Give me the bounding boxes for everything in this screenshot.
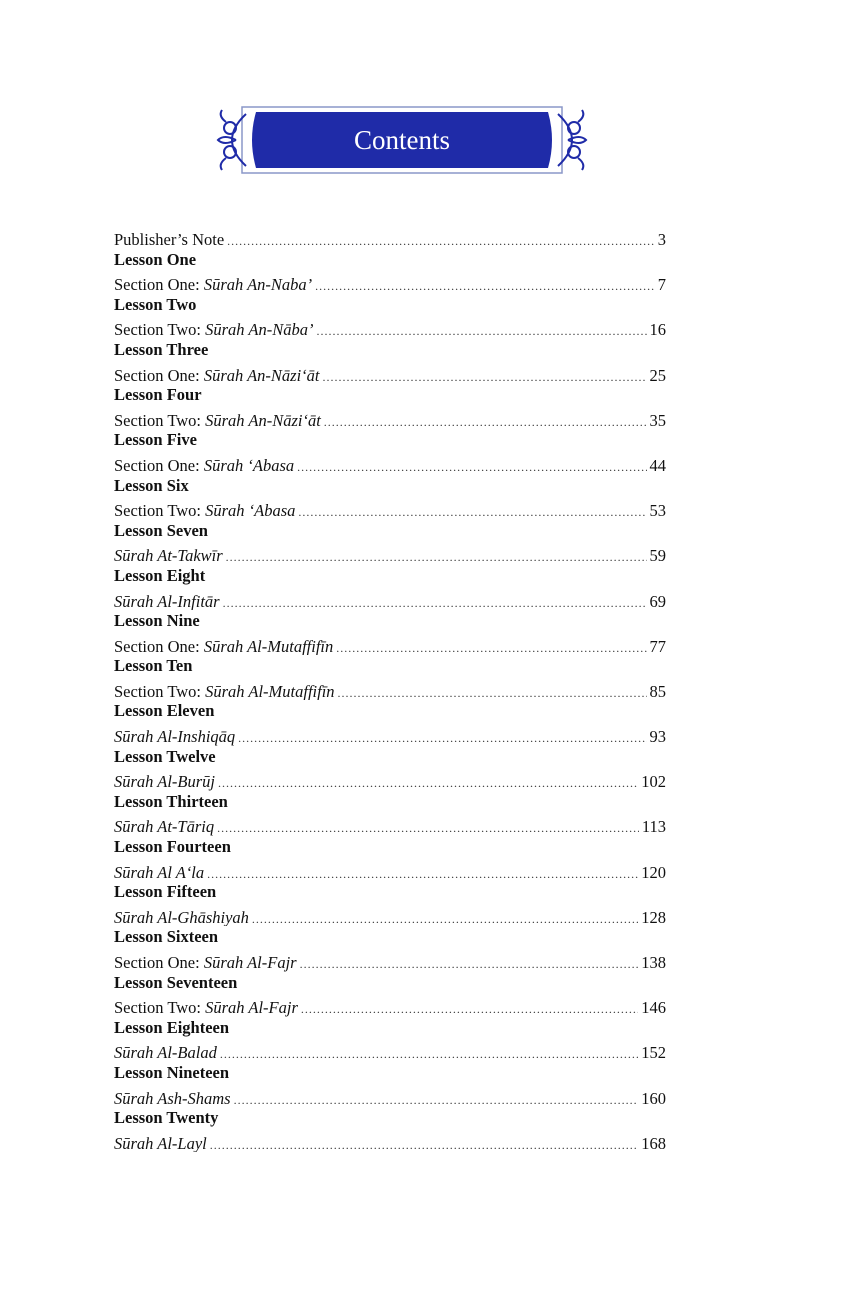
toc-entry (114, 1039, 666, 1062)
toc-entry-line (114, 726, 666, 746)
toc-entry-label (114, 500, 295, 520)
dot-leader (315, 275, 655, 294)
toc-entry-prefix: Section One: (114, 953, 204, 972)
toc-entry-title: Sūrah Al-Inshiqāq (114, 727, 236, 746)
toc-entry (114, 859, 666, 882)
toc-entry-line (114, 274, 666, 294)
page-number: 69 (649, 591, 666, 611)
toc-entry-label (114, 681, 335, 701)
toc-entry-line (114, 591, 666, 611)
toc-entry-label (114, 1042, 217, 1062)
lesson-heading: Lesson Twenty (114, 1108, 219, 1128)
toc-entry-title: Sūrah Al-Fajr (205, 998, 298, 1017)
toc-entry (114, 497, 666, 520)
toc-entry-label (114, 816, 214, 836)
dot-leader (298, 501, 646, 520)
page-number: 85 (649, 681, 666, 701)
table-of-contents (114, 226, 666, 1152)
dot-leader (324, 411, 647, 430)
toc-entry (114, 588, 666, 611)
lesson-heading: Lesson Nineteen (114, 1062, 230, 1082)
toc-entry-title: Sūrah Al A‘la (114, 862, 205, 882)
dot-leader (234, 1089, 639, 1108)
lesson-heading: Lesson Eight (114, 565, 206, 585)
toc-entry (114, 768, 666, 791)
toc-entry-line (114, 636, 666, 656)
page-number: 44 (649, 455, 666, 475)
toc-entry-line (114, 862, 666, 882)
lesson-heading: Lesson Eleven (114, 701, 215, 721)
toc-entry (114, 316, 666, 339)
toc-entry-line (114, 410, 666, 430)
dot-leader (220, 1043, 638, 1062)
page-title: Contents (353, 125, 450, 155)
dot-leader (227, 230, 655, 249)
toc-entry-label (114, 455, 294, 475)
dot-leader (316, 320, 646, 339)
contents-banner (212, 104, 592, 176)
lesson-heading: Lesson Four (114, 385, 202, 405)
toc-entry-prefix: Section One: (114, 455, 204, 475)
toc-entry (114, 452, 666, 475)
toc-entry-label (114, 1088, 231, 1108)
toc-entry (114, 271, 666, 294)
toc-entry-label (114, 997, 298, 1017)
lesson-heading: Lesson Seven (114, 520, 208, 540)
toc-entry-label (114, 229, 224, 249)
page-number: 53 (649, 501, 666, 520)
toc-entry-prefix: Section Two: (114, 501, 206, 520)
toc-entry (114, 542, 666, 565)
toc-entry-title: Sūrah At-Tāriq (114, 817, 215, 837)
toc-entry-label (114, 726, 235, 746)
toc-entry-label (114, 771, 215, 791)
toc-entry (114, 362, 666, 385)
toc-entry-line (114, 319, 666, 339)
page-number: 138 (641, 953, 666, 972)
dot-leader (217, 817, 639, 836)
toc-entry-line (114, 952, 666, 972)
toc-entry-line (114, 500, 666, 520)
page-number: 59 (649, 546, 666, 565)
dot-leader (336, 637, 646, 656)
toc-entry-label (114, 862, 204, 882)
dot-leader (297, 456, 646, 475)
toc-entry-title: Sūrah Al-Ghāshiyah (114, 907, 249, 927)
toc-entry-line (114, 1088, 666, 1108)
lesson-heading: Lesson Six (114, 475, 189, 495)
toc-entry-line (114, 907, 666, 927)
toc-entry-label (114, 952, 297, 972)
dot-leader (218, 772, 638, 791)
page-number: 3 (657, 230, 666, 249)
dot-leader (226, 546, 647, 565)
toc-entry-title: Sūrah At-Takwīr (114, 546, 223, 565)
dot-leader (300, 953, 639, 972)
toc-entry-title: Sūrah Al-Mutaffifīn (205, 681, 335, 701)
toc-entry (114, 678, 666, 701)
toc-entry-title: Sūrah Al-Fajr (203, 953, 297, 972)
page-number: 120 (641, 862, 666, 882)
toc-entry-title: Sūrah ‘Abasa (205, 501, 296, 520)
dot-leader (223, 592, 647, 611)
page-number: 128 (641, 907, 666, 927)
toc-entry (114, 1130, 666, 1153)
toc-entry (114, 813, 666, 836)
page-number: 35 (649, 410, 666, 430)
page-number: 152 (641, 1043, 666, 1062)
toc-entry-label (114, 636, 333, 656)
toc-entry-label (114, 274, 312, 294)
toc-entry-prefix: Section Two: (114, 410, 206, 430)
page-number: 168 (641, 1133, 666, 1153)
toc-entry-line (114, 997, 666, 1017)
toc-entry (114, 633, 666, 656)
toc-entry-title: Sūrah An-Nāba’ (205, 320, 314, 339)
page-number: 102 (641, 772, 666, 791)
toc-entry-line (114, 771, 666, 791)
toc-entry-line (114, 455, 666, 475)
toc-entry-prefix: Section Two: (114, 320, 206, 339)
dot-leader (207, 863, 638, 882)
toc-entry-title: Sūrah Al-Infitār (114, 591, 220, 611)
lesson-heading: Lesson Three (114, 339, 209, 359)
page-number: 25 (649, 365, 666, 385)
toc-entry (114, 949, 666, 972)
page-number: 160 (641, 1088, 666, 1108)
dot-leader (238, 727, 646, 746)
lesson-heading: Lesson Five (114, 430, 197, 450)
lesson-heading: Lesson Nine (114, 611, 200, 631)
toc-entry-label (114, 545, 223, 565)
lesson-heading: Lesson Sixteen (114, 927, 219, 947)
toc-entry-label (114, 365, 320, 385)
toc-entry-title: Sūrah An-Nāzi‘āt (205, 410, 321, 430)
lesson-heading: Lesson Thirteen (114, 791, 228, 811)
dot-leader (252, 908, 638, 927)
toc-entry-prefix: Section One: (114, 636, 204, 656)
toc-entry (114, 226, 666, 249)
toc-entry-prefix: Publisher’s Note (114, 230, 225, 249)
page-number: 16 (649, 320, 666, 339)
toc-entry-title: Sūrah Al-Mutaffifīn (203, 636, 334, 656)
toc-entry (114, 994, 666, 1017)
lesson-heading: Lesson Fourteen (114, 837, 231, 857)
lesson-heading: Lesson Twelve (114, 746, 216, 766)
lesson-heading: Lesson One (114, 249, 197, 269)
toc-entry-line (114, 1133, 666, 1153)
toc-entry-line (114, 681, 666, 701)
toc-entry-title: Sūrah An-Naba’ (203, 275, 313, 294)
toc-entry-prefix: Section Two: (114, 681, 206, 701)
lesson-heading: Lesson Two (114, 294, 197, 314)
toc-entry-label (114, 1133, 207, 1153)
page-number: 146 (641, 998, 666, 1017)
toc-entry-label (114, 410, 321, 430)
toc-entry (114, 904, 666, 927)
lesson-heading: Lesson Seventeen (114, 972, 238, 992)
toc-entry (114, 1085, 666, 1108)
lesson-heading: Lesson Ten (114, 656, 193, 676)
toc-entry-label (114, 319, 313, 339)
toc-entry-title: Sūrah Al-Layl (114, 1133, 207, 1153)
toc-entry-line (114, 816, 666, 836)
page-number: 93 (649, 727, 666, 746)
toc-entry-line (114, 1042, 666, 1062)
toc-entry-line (114, 229, 666, 249)
toc-entry-label (114, 591, 220, 611)
toc-entry-line (114, 545, 666, 565)
toc-entry-title: Sūrah Al-Burūj (114, 772, 215, 791)
toc-entry-label (114, 907, 249, 927)
toc-entry (114, 407, 666, 430)
toc-entry-title: Sūrah ‘Abasa (203, 455, 295, 475)
dot-leader (210, 1134, 639, 1153)
page-number: 77 (649, 636, 666, 656)
toc-entry-prefix: Section One: (114, 275, 204, 294)
toc-entry-title: Sūrah Ash-Shams (114, 1088, 231, 1108)
lesson-heading: Lesson Eighteen (114, 1017, 230, 1037)
dot-leader (323, 366, 647, 385)
toc-entry-title: Sūrah An-Nāzi‘āt (203, 365, 320, 385)
page-number: 7 (657, 275, 666, 294)
toc-entry-line (114, 365, 666, 385)
dot-leader (338, 682, 647, 701)
lesson-heading: Lesson Fifteen (114, 882, 217, 902)
dot-leader (301, 998, 638, 1017)
toc-entry-prefix: Section One: (114, 365, 204, 385)
page-number: 113 (641, 817, 666, 837)
toc-entry-prefix: Section Two: (114, 998, 206, 1017)
toc-entry-title: Sūrah Al-Balad (114, 1043, 217, 1062)
toc-entry (114, 723, 666, 746)
